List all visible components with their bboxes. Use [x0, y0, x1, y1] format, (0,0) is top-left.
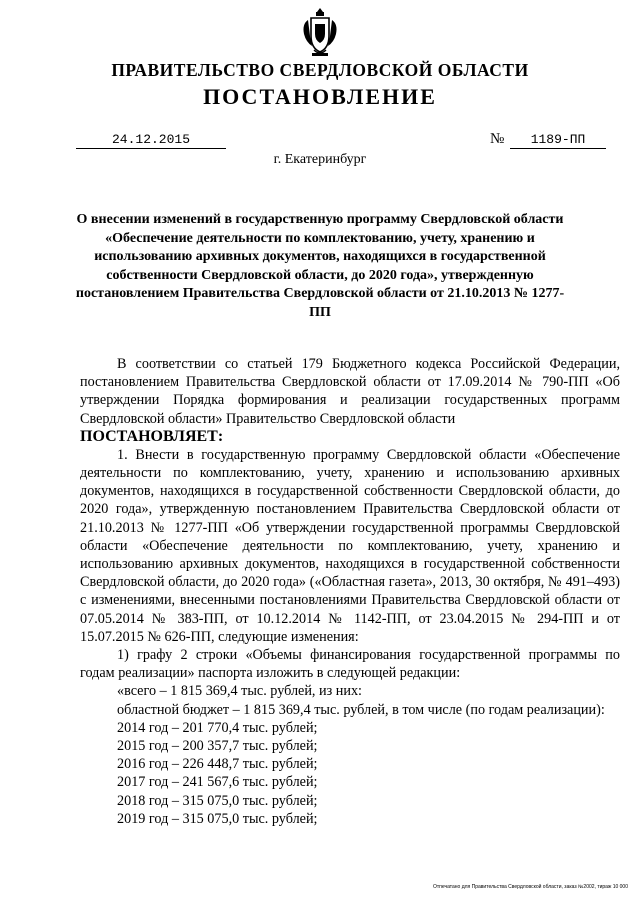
print-footer: Отпечатано для Правительства Свердловской области, заказ №2002, тираж 10 000 — [432, 884, 628, 890]
year-line: 2015 год – 200 357,7 тыс. рублей; — [117, 738, 318, 755]
year-line: 2018 год – 315 075,0 тыс. рублей; — [117, 792, 318, 809]
year-line: 2014 год – 201 770,4 тыс. рублей; — [117, 719, 318, 736]
subitem-1-paragraph: 1) графу 2 строки «Объемы финансирования государственной программы по годам реализации» паспорта изложить в следующей редакции: — [80, 647, 620, 682]
government-name: ПРАВИТЕЛЬСТВО СВЕРДЛОВСКОЙ ОБЛАСТИ — [111, 60, 529, 80]
regional-budget-line: областной бюджет – 1 815 369,4 тыс. рублей, в том числе (по годам реализации): — [117, 701, 605, 718]
decree-date: 24.12.2015 — [76, 132, 226, 149]
year-line: 2017 год – 241 567,6 тыс. рублей; — [117, 774, 318, 791]
year-line: 2019 год – 315 075,0 тыс. рублей; — [117, 810, 318, 827]
resolves-heading: ПОСТАНОВЛЯЕТ: — [80, 427, 224, 445]
total-line: «всего – 1 815 369,4 тыс. рублей, из них: — [117, 683, 362, 700]
year-line: 2016 год – 226 448,7 тыс. рублей; — [117, 756, 318, 773]
document-body — [80, 355, 620, 828]
decree-number: 1189-ПП — [510, 132, 606, 149]
preamble-paragraph: В соответствии со статьей 179 Бюджетного кодекса Российской Федерации, постановлением Правительства Свердловской области от 17.09.2014 № 790-ПП «Об утверждении Порядка формирования и реализации государственных программ Свердловской области» Правительство Свердловской области — [80, 356, 620, 427]
item-1-paragraph: 1. Внести в государственную программу Свердловской области «Обеспечение деятельности по комплектованию, учету, хранению и использованию архивных документов, находящихся в государственной собственности Свердловской области, до 2020 года», утвержденную постановлением Правительства Свердловской области от 21.10.2013 № 1277-ПП «Об утверждении государственной программы Свердловской области «Обеспечение деятельности по комплектованию, учету, хранению и использованию архивных документов, находящихся в государственной собственности Свердловской области, до 2020 года» («Областная газета», 2013, 30 октября, № 491–493) с изменениями, внесенными постановлениями Правительства Свердловской области от 07.05.2014 № 383-ПП, от 10.12.2014 № 1142-ПП, от 23.04.2015 № 294-ПП и от 15.07.2015 № 626-ПП, следующие изменения: — [80, 446, 620, 645]
city: г. Екатеринбург — [273, 152, 367, 167]
document-type: ПОСТАНОВЛЕНИЕ — [203, 84, 437, 109]
document-title: О внесении изменений в государственную программу Свердловской области «Обеспечение деятельности по комплектованию, учету, хранению и использованию архивных документов, находящихся в государственной собственности Свердловской области, до 2020 года», утвержденную постановлением Правительства Свердловской области от 21.10.2013 № 1277-ПП — [75, 212, 565, 320]
coat-of-arms-icon — [300, 6, 340, 58]
number-sign: № — [490, 131, 505, 147]
